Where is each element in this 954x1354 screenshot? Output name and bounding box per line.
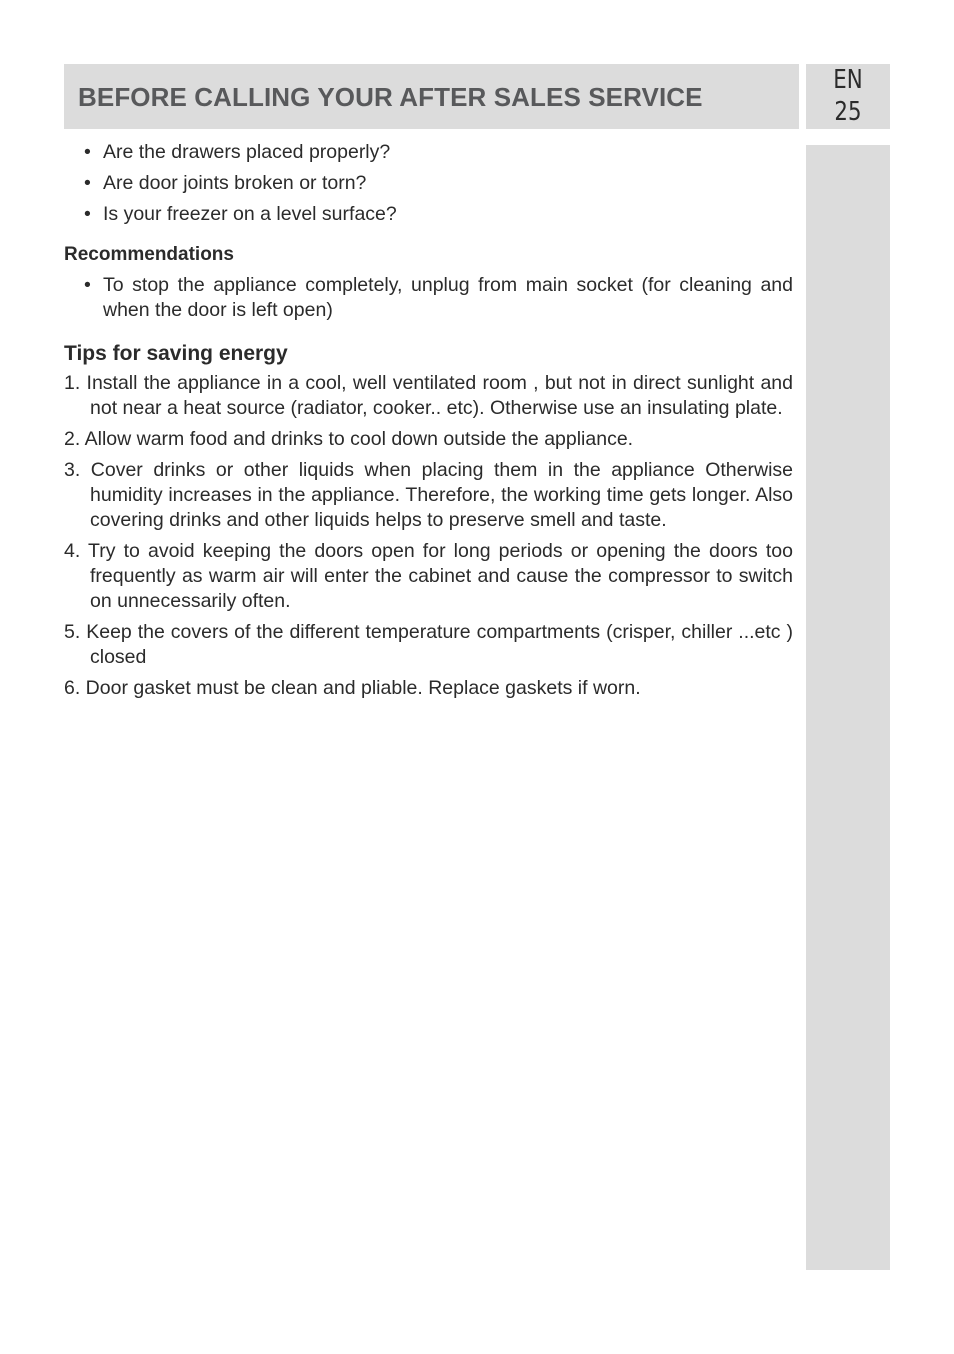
section-title: BEFORE CALLING YOUR AFTER SALES SERVICE <box>78 81 703 112</box>
list-item: 4. Try to avoid keeping the doors open for long periods or opening the doors too frequently as warm air will enter the cabinet and cause the compressor to switch on unnecessarily often. <box>64 540 793 612</box>
list-item: 6. Door gasket must be clean and pliable. Replace gaskets if worn. <box>64 677 641 699</box>
checklist <box>64 140 793 227</box>
list-item: • Is your freezer on a level surface? <box>84 203 397 225</box>
section-header-bar <box>64 64 799 129</box>
page-number: 25 <box>834 97 862 127</box>
page-tab <box>806 64 890 129</box>
list-item: • Are the drawers placed properly? <box>84 141 391 163</box>
bullet-icon: • <box>84 203 91 225</box>
tips-heading: Tips for saving energy <box>64 342 288 365</box>
side-strip <box>806 145 890 1270</box>
list-item: 3. Cover drinks or other liquids when placing them in the appliance Otherwise humidity increases in the appliance. Therefore, the working time gets longer. Also covering drinks and other liquids helps to preserve smell and taste. <box>64 459 793 531</box>
list-item: • Are door joints broken or torn? <box>84 172 367 194</box>
bullet-icon: • <box>84 141 91 163</box>
list-item: 2. Allow warm food and drinks to cool down outside the appliance. <box>64 428 634 450</box>
bullet-icon: • <box>84 172 91 194</box>
list-item: 5. Keep the covers of the different temperature compartments (crisper, chiller ...etc ) closed <box>64 621 793 668</box>
page-content <box>64 140 793 707</box>
list-item: 1. Install the appliance in a cool, well ventilated room , but not in direct sunlight and not near a heat source (radiator, cooker.. etc). Otherwise use an insulating plate. <box>64 372 793 419</box>
recommendations-heading: Recommendations <box>64 244 234 265</box>
bullet-icon: • <box>84 274 91 296</box>
recommendations-list <box>64 273 793 323</box>
list-item: • To stop the appliance completely, unplug from main socket (for cleaning and when the door is left open) <box>84 274 793 321</box>
language-code: EN <box>833 65 863 95</box>
tips-list <box>64 371 793 701</box>
